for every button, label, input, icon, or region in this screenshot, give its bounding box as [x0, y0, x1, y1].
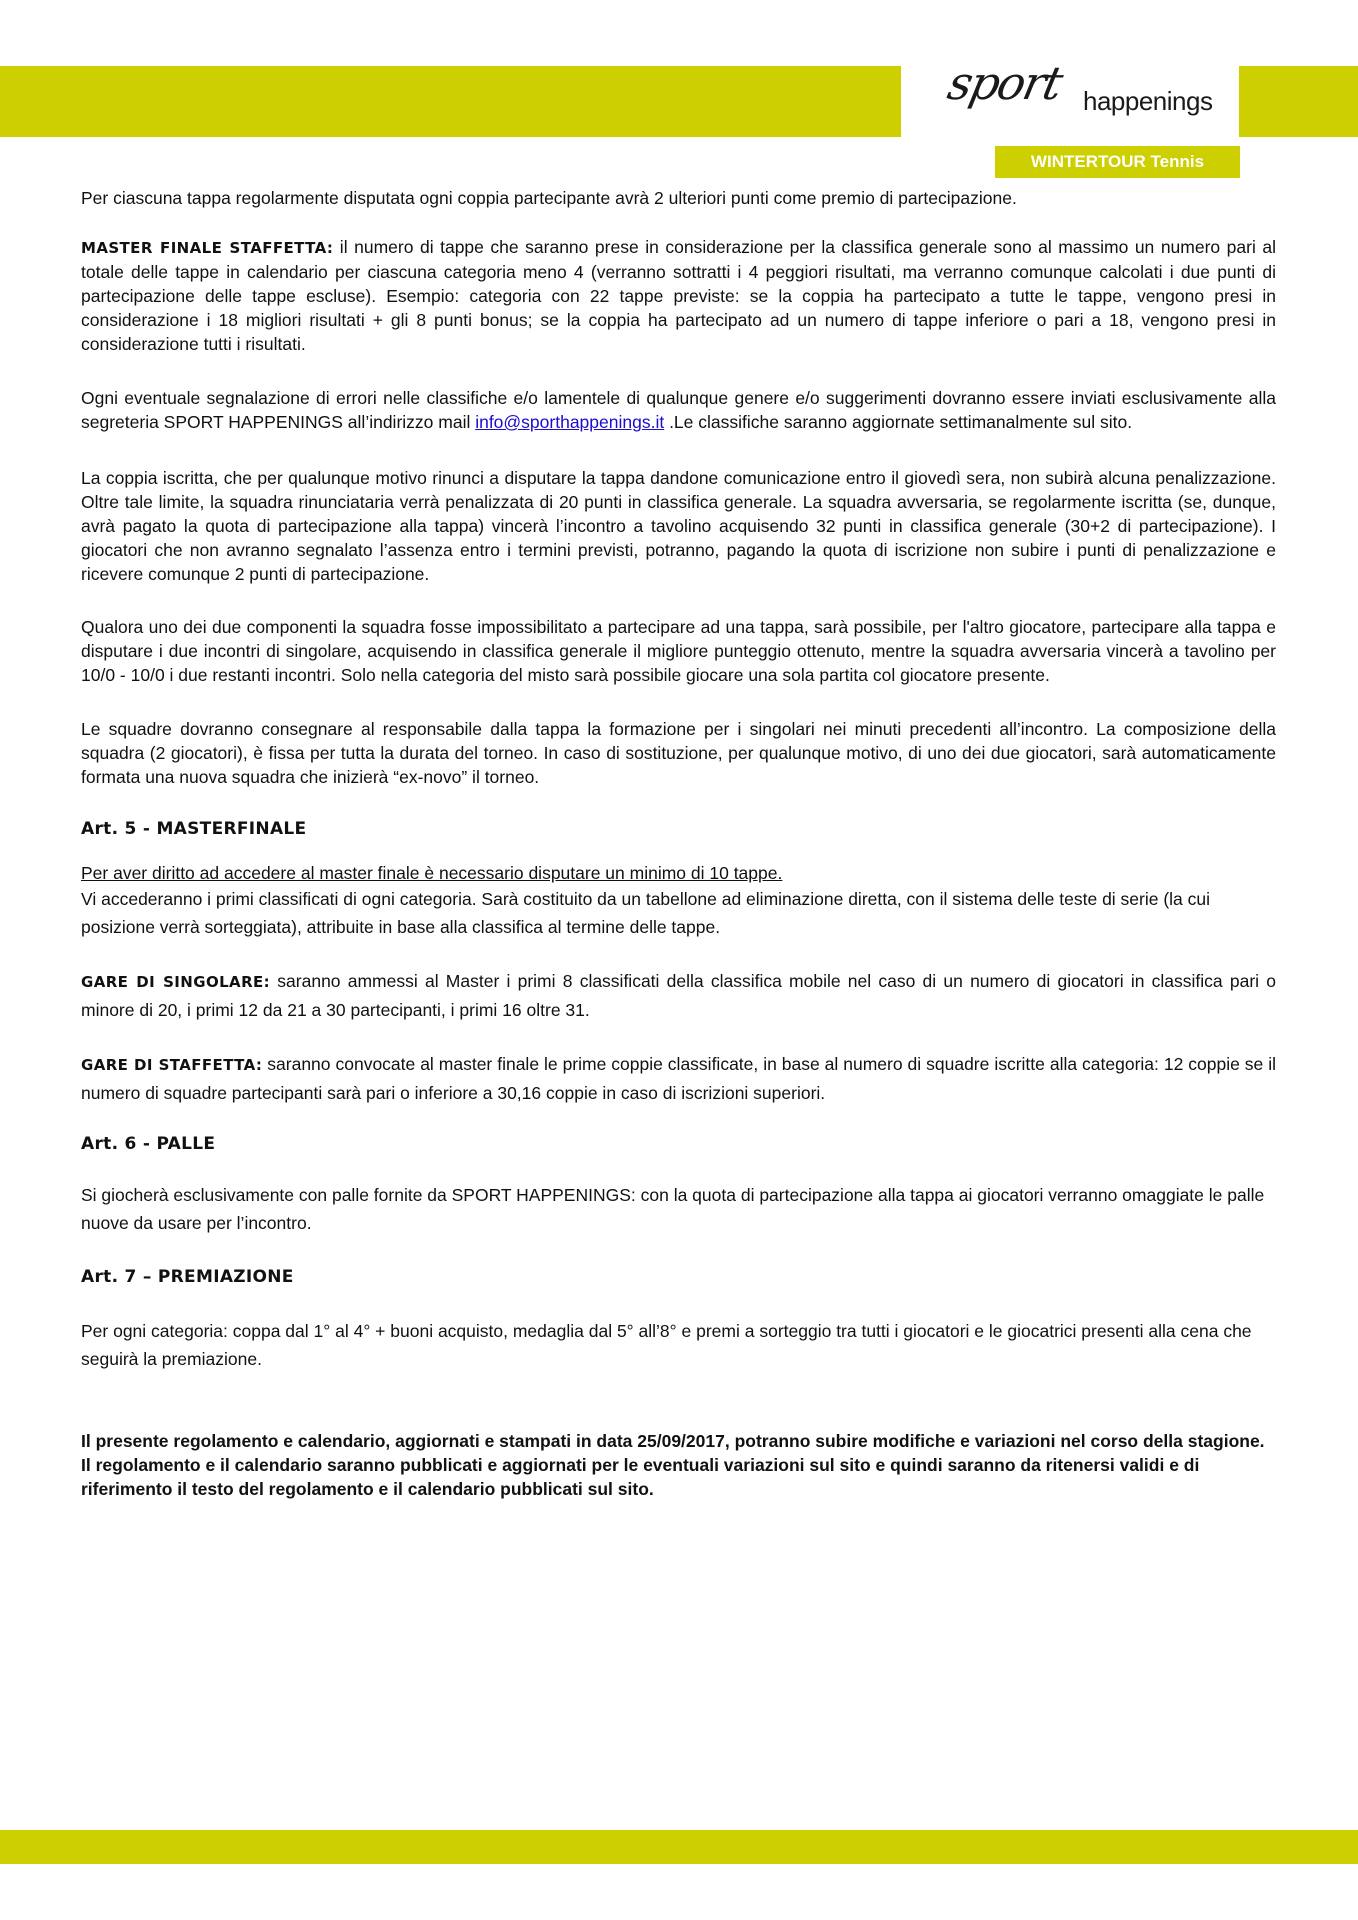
- art5-requirement: Per aver diritto ad accedere al master finale è necessario disputare un minimo di 10 tappe.: [81, 863, 783, 883]
- art6-heading: Art. 6 - PALLE: [81, 1134, 216, 1154]
- art7-heading: Art. 7 – PREMIAZIONE: [81, 1267, 294, 1287]
- tour-label: WINTERTOUR Tennis: [995, 146, 1240, 178]
- master-staffetta-paragraph: [81, 235, 1276, 356]
- logo: [901, 48, 1239, 144]
- logo-sport-text: sport: [943, 56, 1066, 110]
- errors-paragraph: [81, 386, 1276, 434]
- withdrawal-paragraph: La coppia iscritta, che per qualunque motivo rinunci a disputare la tappa dandone comunicazione entro il giovedì sera, non subirà alcuna penalizzazione. Oltre tale limite, la squadra rinunciataria verrà penalizzata di 20 punti in classifica generale. La squadra avversaria, se regolarmente iscritta (se, dunque, avrà pagato la quota di partecipazione alla tappa) vincerà l’incontro a tavolino acquisendo 32 punti in classifica generale (30+2 di partecipazione). I giocatori che non avranno segnalato l’assenza entro i termini previsti, potranno, pagando la quota di iscrizione non subire i punti di penalizzazione e ricevere comunque 2 punti di partecipazione.: [81, 468, 1276, 584]
- staffetta-label: GARE DI STAFFETTA:: [81, 1056, 263, 1074]
- closing-note: Il presente regolamento e calendario, aggiornati e stampati in data 25/09/2017, potranno subire modifiche e variazioni nel corso della stagione. Il regolamento e il calendario saranno pubblicati e aggiornati per le eventuali variazioni sul sito e quindi saranno da ritenersi validi e di riferimento il testo del regolamento e il calendario pubblicati sul sito.: [81, 1431, 1265, 1499]
- document-body: [81, 186, 1276, 1501]
- singolare-text: saranno ammessi al Master i primi 8 classificati della classifica mobile nel caso di un numero di giocatori in classifica pari o minore di 20, i primi 12 da 21 a 30 partecipanti, i primi 16 oltre 31.: [81, 971, 1276, 1020]
- art5-text: Vi accederanno i primi classificati di ogni categoria. Sarà costituito da un tabellone ad eliminazione diretta, con il sistema delle teste di serie (la cui posizione verrà sorteggiata), attribuite in base alla classifica al termine delle tappe.: [81, 889, 1211, 937]
- master-staffetta-label: MASTER FINALE STAFFETTA:: [81, 239, 334, 257]
- master-staffetta-text: il numero di tappe che saranno prese in considerazione per la classifica generale sono al massimo un numero pari al totale delle tappe in calendario per ciascuna categoria meno 4 (verranno sottratti i 4 peggiori risultati, ma verranno comunque calcolati i due punti di partecipazione delle tappe escluse). Esempio: categoria con 22 tappe previste: se la coppia ha partecipato a tutte le tappe, vengono presi in considerazione i 18 migliori risultati + gli 8 punti bonus; se la coppia ha partecipato ad un numero di tappe inferiore o pari a 18, vengono presi in considerazione tutti i risultati.: [81, 237, 1276, 354]
- singolare-label: GARE DI SINGOLARE:: [81, 973, 271, 991]
- art5-heading: Art. 5 - MASTERFINALE: [81, 819, 307, 839]
- art6-text: Si giocherà esclusivamente con palle fornite da SPORT HAPPENINGS: con la quota di partecipazione alla tappa ai giocatori verranno omaggiate le palle nuove da usare per l’incontro.: [81, 1185, 1265, 1233]
- single-player-paragraph: Qualora uno dei due componenti la squadra fosse impossibilitato a partecipare ad una tappa, sarà possibile, per l'altro giocatore, partecipare alla tappa e disputare i due incontri di singolare, acquisendo in classifica generale il migliore punteggio ottenuto, mentre la squadra avversaria vincerà a tavolino per 10/0 - 10/0 i due restanti incontri. Solo nella categoria del misto sarà possibile giocare una sola partita col giocatore presente.: [81, 617, 1276, 685]
- email-link[interactable]: info@sporthappenings.it: [475, 412, 665, 432]
- errors-text-end: .Le classifiche saranno aggiornate settimanalmente sul sito.: [664, 412, 1133, 432]
- errors-text: Ogni eventuale segnalazione di errori nelle classifiche e/o lamentele di qualunque genere e/o suggerimenti dovranno essere inviati esclusivamente alla segreteria SPORT HAPPENINGS all’indirizzo mail: [81, 388, 1276, 432]
- singolare-paragraph: [81, 967, 1276, 1024]
- art7-text: Per ogni categoria: coppa dal 1° al 4° + buoni acquisto, medaglia dal 5° all’8° e premi a sorteggio tra tutti i giocatori e le giocatrici presenti alla cena che seguirà la premiazione.: [81, 1321, 1252, 1369]
- logo-happenings-text: happenings: [1083, 86, 1213, 116]
- participation-paragraph: Per ciascuna tappa regolarmente disputata ogni coppia partecipante avrà 2 ulteriori punti come premio di partecipazione.: [81, 188, 1017, 208]
- staffetta-paragraph: [81, 1050, 1276, 1107]
- staffetta-text: saranno convocate al master finale le prime coppie classificate, in base al numero di squadre iscritte alla categoria: 12 coppie se il numero di squadre partecipanti sarà pari o inferiore a 30,16 coppie in caso di iscrizioni superiori.: [81, 1054, 1276, 1103]
- footer-band: [0, 1830, 1358, 1864]
- team-composition-paragraph: Le squadre dovranno consegnare al responsabile dalla tappa la formazione per i singolari nei minuti precedenti all’incontro. La composizione della squadra (2 giocatori), è fissa per tutta la durata del torneo. In caso di sostituzione, per qualunque motivo, di uno dei due giocatori, sarà automaticamente formata una nuova squadra che inizierà “ex-novo” il torneo.: [81, 719, 1276, 787]
